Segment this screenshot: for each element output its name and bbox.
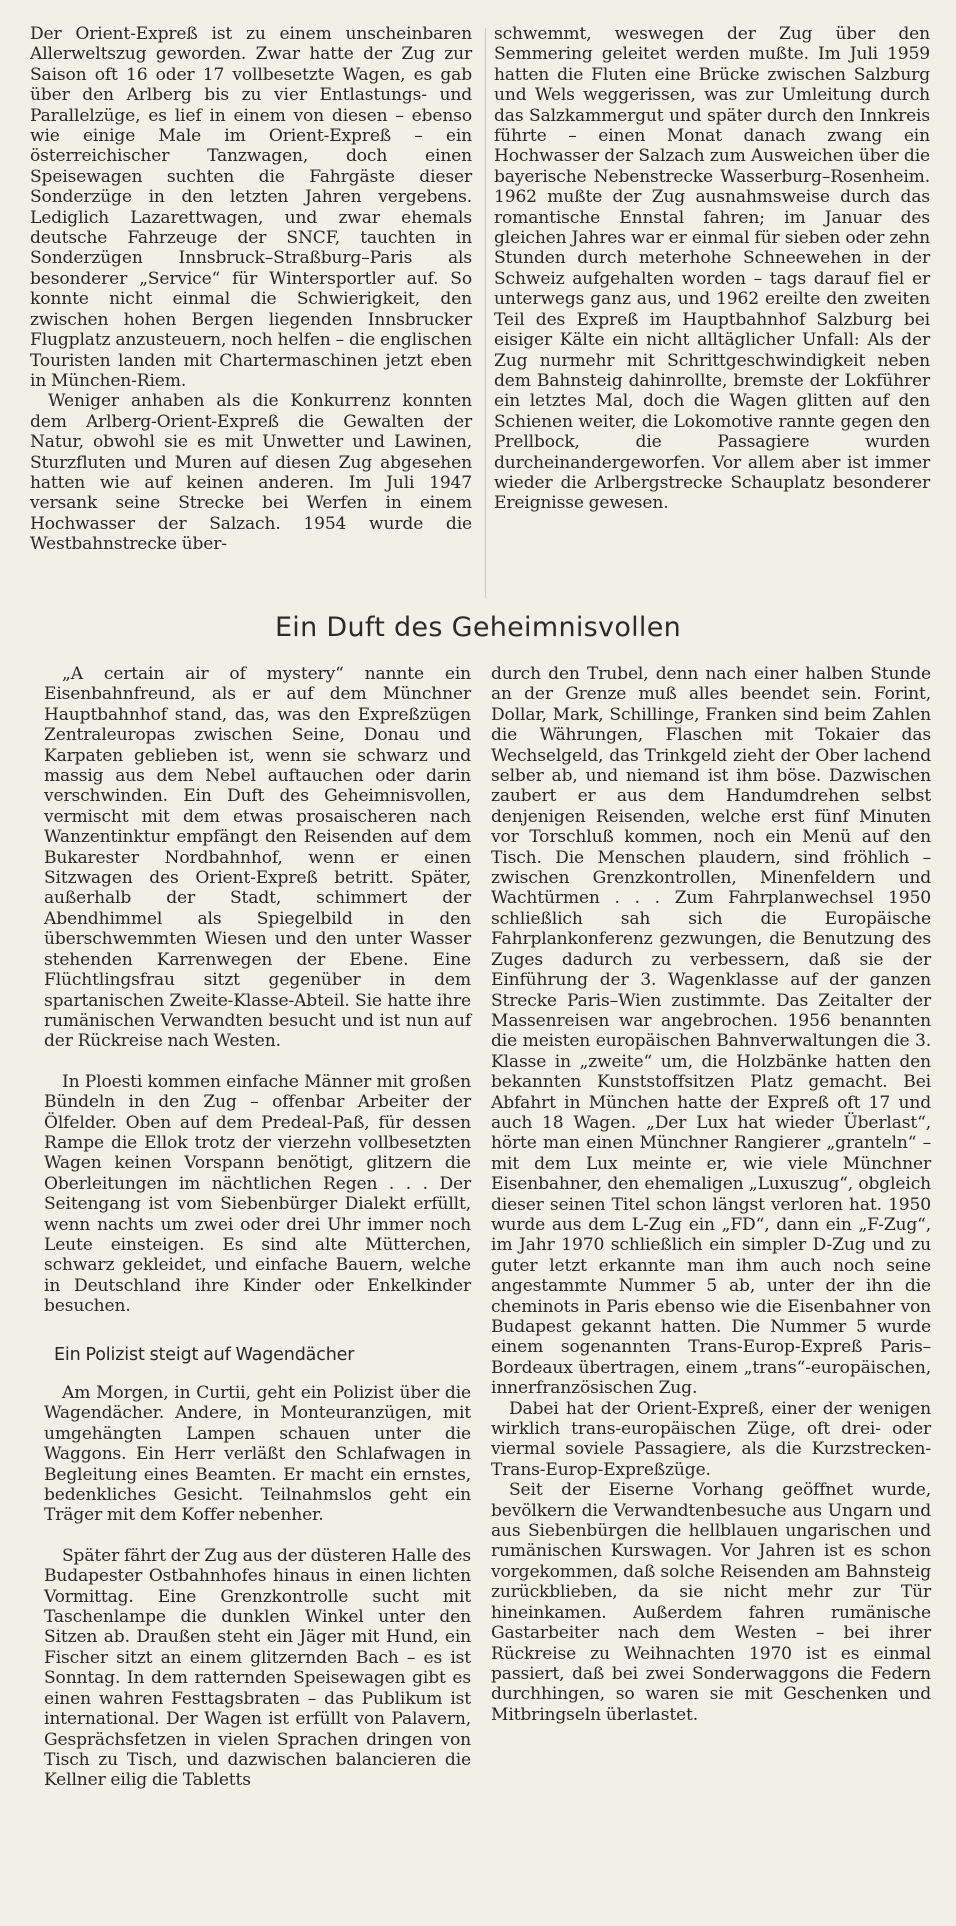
paragraph: durch den Trubel, denn nach einer halben Stunde an der Grenze muß alles beendet sein. Forint, Dollar, Mark, Schillinge, Franken sind beim Zahlen die Währungen, Flaschen mit Tokaier das Wechselgeld, das Trinkgeld zieht der Ober lachend selber ab, und niemand ist ihm böse. Dazwischen zaubert er aus dem Handumdrehen selbst denjenigen Reisenden, welche erst fünf Minuten vor Torschluß kommen, noch ein Menü auf den Tisch. Die Menschen plaudern, sind fröhlich – zwischen Grenzkontrollen, Minenfeldern und Wachtürmen . . . Zum Fahrplanwechsel 1950 schließlich sah sich die Europäische Fahrplankonferenz gezwungen, die Benutzung des Zuges dadurch zu verbessern, daß sie der Einführung der 3. Wagenklasse auf der ganzen Strecke Paris–Wien zustimmte. Das Zeitalter der Massenreisen war angebrochen. 1956 benannten die meisten europäischen Bahnverwaltungen die 3. Klasse in „zweite“ um, die Holzbänke hatten den bekannten Kunststoffsitzen Platz gemacht. Bei Abfahrt in München hatte der Expreß oft 17 und auch 18 Wagen. „Der Lux hat wieder Überlast“, hörte man einen Münchner Rangierer „granteln“ – mit dem Lux meinte er, wie viele Münchner Eisenbahner, den ehemaligen „Luxuszug“, obgleich dieser seinen Titel schon längst verloren hat. 1950 wurde aus dem L-Zug ein „FD“, dann ein „F-Zug“, im Jahr 1970 schließlich ein simpler D-Zug und zu guter letzt erkannte man ihm auch noch seine angestammte Nummer 5 ab, unter der ihn die cheminots in Paris ebenso wie die Eisenbahner von Budapest gekannt hatten. Die Nummer 5 wurde einem sogenannten Trans-Europ-Expreß Paris–Bordeaux übertragen, einem „trans“-europäischen, innerfranzösischen Zug. bbox=[491, 664, 931, 1399]
paragraph: Der Orient-Expreß ist zu einem unscheinbaren Allerweltszug geworden. Zwar hatte der Zug zur Saison oft 16 oder 17 vollbesetzte Wagen, es gab über den Arlberg bis zu vier Entlastungs- und Parallelzüge, es lief in einem von diesen – ebenso wie einige Male im Orient-Expreß – ein österreichischer Tanzwagen, doch einen Speisewagen suchten die Fahrgäste dieser Sonderzüge in den letzten Jahren vergebens. Lediglich Lazarettwagen, und zwar ehemals deutsche Fahrzeuge der SNCF, tauchten in Sonderzügen Innsbruck–Straßburg–Paris als besonderer „Service“ für Wintersportler auf. So konnte nicht einmal die Schwierigkeit, den zwischen hohen Bergen liegenden Innsbrucker Flugplatz anzusteuern, noch helfen – die englischen Touristen landen mit Chartermaschinen jetzt eben in München-Riem. bbox=[30, 24, 472, 391]
column-top-left bbox=[30, 24, 472, 555]
column-top-right bbox=[494, 24, 930, 514]
paragraph: schwemmt, weswegen der Zug über den Semmering geleitet werden mußte. Im Juli 1959 hatten die Fluten eine Brücke zwischen Salzburg und Wels weggerissen, was zur Umleitung durch das Salzkammergut und später durch den Innkreis führte – einen Monat danach zwang ein Hochwasser der Salzach zum Ausweichen über die bayerische Nebenstrecke Wasserburg–Rosenheim. 1962 mußte der Zug ausnahmsweise durch das romantische Ennstal fahren; im Januar des gleichen Jahres war er einmal für sieben oder zehn Stunden durch meterhohe Schneewehen in der Schweiz aufgehalten worden – tags darauf fiel er unterwegs ganz aus, und 1962 ereilte den zweiten Teil des Expreß im Hauptbahnhof Salzburg bei eisiger Kälte ein nicht alltäglicher Unfall: Als der Zug nurmehr mit Schrittgeschwindigkeit neben dem Bahnsteig dahinrollte, bremste der Lokführer ein letztes Mal, doch die Wagen glitten auf den Schienen weiter, die Lokomotive rannte gegen den Prellbock, die Passagiere wurden durcheinandergeworfen. Vor allem aber ist immer wieder die Arlbergstrecke Schauplatz besonderer Ereignisse gewesen. bbox=[494, 24, 930, 514]
paragraph: Am Morgen, in Curtii, geht ein Polizist über die Wagendächer. Andere, in Monteuranzügen, mit umgehängten Lampen schauen unter die Waggons. Ein Herr verläßt den Schlafwagen in Begleitung eines Beamten. Er macht ein ernstes, bedenkliches Gesicht. Teilnahmslos geht ein Träger mit dem Koffer nebenher. bbox=[44, 1383, 471, 1526]
paragraph: Weniger anhaben als die Konkurrenz konnten dem Arlberg-Orient-Expreß die Gewalten der Natur, obwohl sie es mit Unwetter und Lawinen, Sturzfluten und Muren auf diesen Zug abgesehen hatten wie auf keinen anderen. Im Juli 1947 versank seine Strecke bei Werfen in einem Hochwasser der Salzach. 1954 wurde die Westbahnstrecke über- bbox=[30, 391, 472, 555]
paragraph: „A certain air of mystery“ nannte ein Eisenbahnfreund, als er auf dem Münchner Hauptbahnhof stand, das, was den Expreßzügen Zentraleuropas zwischen Seine, Donau und Karpaten geblieben ist, wenn sie schwarz und massig aus dem Nebel auftauchen oder darin verschwinden. Ein Duft des Geheimnisvollen, vermischt mit dem etwas prosaischeren nach Wanzentinktur empfängt den Reisenden auf dem Bukarester Nordbahnhof, wenn er einen Sitzwagen des Orient-Expreß betritt. Später, außerhalb der Stadt, schimmert der Abendhimmel als Spiegelbild in den überschwemmten Wiesen und den unter Wasser stehenden Karrenwegen der Ebene. Eine Flüchtlingsfrau sitzt gegenüber in dem spartanischen Zweite-Klasse-Abteil. Sie hatte ihre rumänischen Verwandten besucht und ist nun auf der Rückreise nach Westen. bbox=[44, 664, 471, 1052]
section-headline: Ein Duft des Geheimnisvollen bbox=[274, 612, 682, 643]
column-bottom-right bbox=[491, 664, 931, 1725]
column-rule bbox=[485, 28, 486, 598]
paragraph: In Ploesti kommen einfache Männer mit großen Bündeln in den Zug – offenbar Arbeiter der Ölfelder. Oben auf dem Predeal-Paß, für dessen Rampe die Ellok trotz der vierzehn vollbesetzten Wagen keinen Vorspann benötigt, glitzern die Oberleitungen im nächtlichen Regen . . . Der Seitengang ist vom Siebenbürger Dialekt erfüllt, wenn nachts um zwei oder drei Uhr immer noch Leute einsteigen. Es sind alte Mütterchen, schwarz gekleidet, und einfache Bauern, welche in Deutschland ihre Kinder oder Enkelkinder besuchen. bbox=[44, 1071, 471, 1317]
paragraph: Später fährt der Zug aus der düsteren Halle des Budapester Ostbahnhofes hinaus in einen lichten Vormittag. Eine Grenzkontrolle sucht mit Taschenlampe die dunklen Winkel unter den Sitzen ab. Draußen steht ein Jäger mit Hund, ein Fischer sitzt an einem glitzernden Bach – es ist Sonntag. In dem ratternden Speisewagen gibt es einen wahren Festtagsbraten – das Publikum ist international. Der Wagen ist erfüllt von Palavern, Gesprächsfetzen in vielen Sprachen dringen von Tisch zu Tisch, und dazwischen balancieren die Kellner eilig die Tabletts bbox=[44, 1545, 471, 1791]
subheading: Ein Polizist steigt auf Wagendächer bbox=[54, 1344, 355, 1365]
column-bottom-left bbox=[44, 664, 471, 1791]
paragraph: Dabei hat der Orient-Expreß, einer der wenigen wirklich trans-europäischen Züge, oft drei- oder viermal soviele Passagiere, als die Kurzstrecken-Trans-Europ-Expreßzüge. bbox=[491, 1398, 931, 1480]
paragraph: Seit der Eiserne Vorhang geöffnet wurde, bevölkern die Verwandtenbesuche aus Ungarn und aus Siebenbürgen die hellblauen ungarischen und rumänischen Kurswagen. Vor Jahren ist es schon vorgekommen, daß solche Reisenden am Bahnsteig zurückblieben, da sie nicht mehr zur Tür hineinkamen. Außerdem fahren rumänische Gastarbeiter nach dem Westen – bei ihrer Rückreise zu Weihnachten 1970 ist es einmal passiert, daß bei zwei Sonderwaggons die Federn durchhingen, so waren sie mit Geschenken und Mitbringseln überlastet. bbox=[491, 1480, 931, 1725]
